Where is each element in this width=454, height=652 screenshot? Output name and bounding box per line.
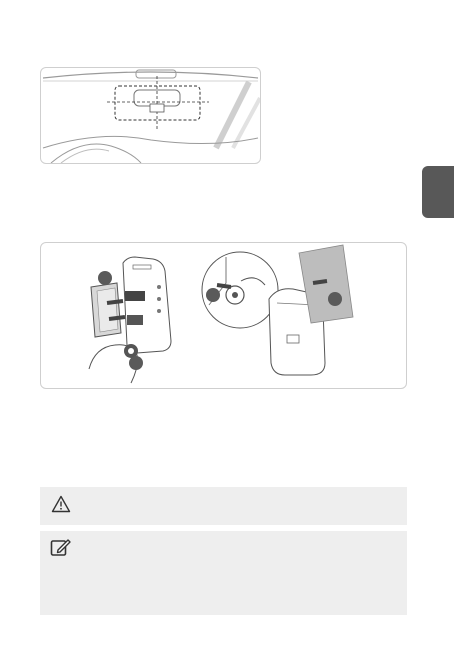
- step-marker-1: [98, 271, 112, 285]
- step-marker-2: [129, 356, 143, 370]
- section-tab: [422, 166, 454, 218]
- step-marker-4: [328, 292, 342, 306]
- note-pencil-icon: [50, 537, 72, 557]
- warning-triangle-icon: [51, 495, 71, 513]
- caution-box: [40, 487, 407, 525]
- note-box: [40, 531, 407, 615]
- mount-assembly-figure: [40, 242, 407, 389]
- windshield-illustration: [41, 68, 260, 163]
- windshield-figure: [40, 67, 261, 164]
- mount-assembly-illustration: [41, 243, 406, 388]
- step-marker-3: [206, 288, 220, 302]
